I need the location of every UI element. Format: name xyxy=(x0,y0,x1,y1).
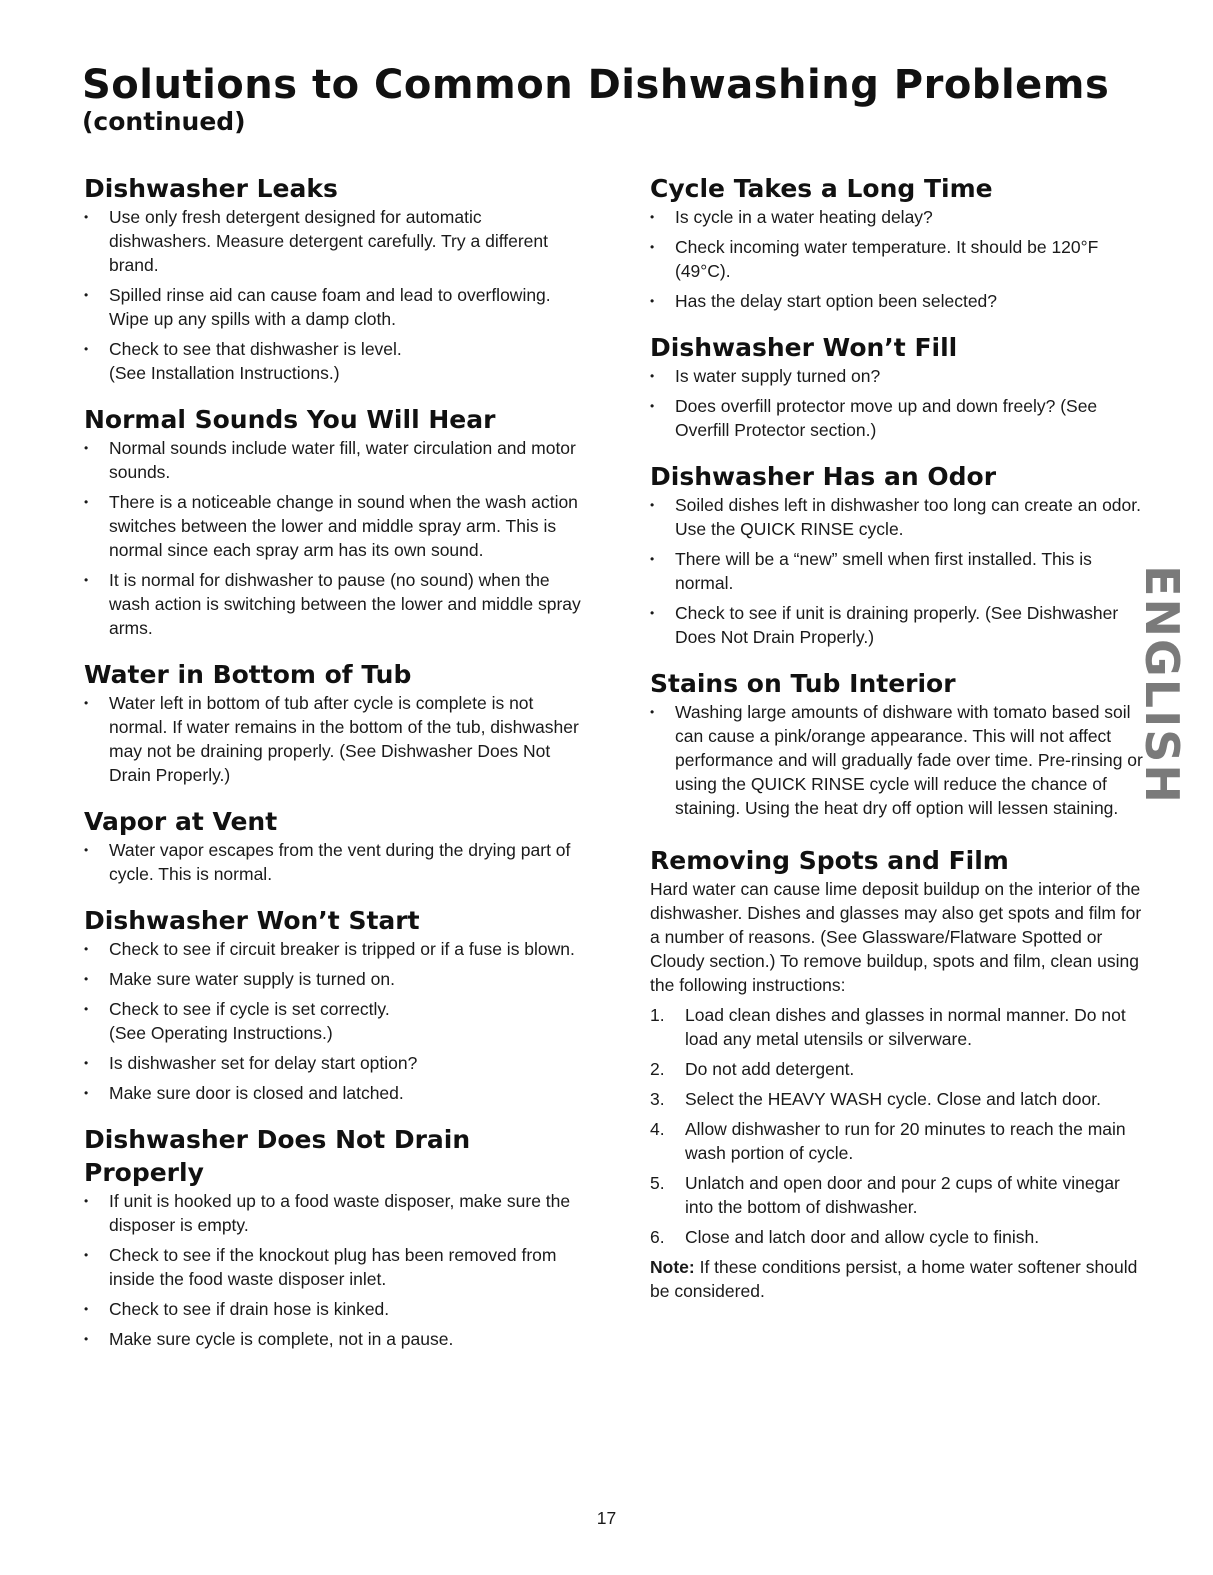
list-item: • Is cycle in a water heating delay? xyxy=(650,205,1148,229)
step-item xyxy=(650,1171,1148,1219)
section-spots-film xyxy=(650,844,1148,1303)
step-item xyxy=(650,1087,1148,1111)
list-item: • Make sure water supply is turned on. xyxy=(84,967,584,991)
step-text: Load clean dishes and glasses in normal manner. Do not load any metal utensils or silverware. xyxy=(685,1005,1126,1049)
list-item: • It is normal for dishwasher to pause (no sound) when the wash action is switching between the lower and middle spray arms. xyxy=(84,568,584,640)
section-normal-sounds xyxy=(84,403,584,640)
section-heading: Dishwasher Won’t Fill xyxy=(650,333,958,362)
step-text: Select the HEAVY WASH cycle. Close and latch door. xyxy=(685,1089,1101,1109)
list-item: • There is a noticeable change in sound when the wash action switches between the lower and middle spray arm. This is normal since each spray arm has its own sound. xyxy=(84,490,584,562)
section-wont-fill xyxy=(650,331,1148,442)
list-item: • Is dishwasher set for delay start option? xyxy=(84,1051,584,1075)
item-reference: (See Installation Instructions.) xyxy=(109,363,340,383)
section-stains xyxy=(650,667,1148,820)
step-number: 6. xyxy=(650,1227,665,1247)
section-heading: Dishwasher Does Not Drain Properly xyxy=(84,1125,471,1187)
item-reference: (See Operating Instructions.) xyxy=(109,1023,333,1043)
note-label: Note: xyxy=(650,1257,695,1277)
list-item: • Has the delay start option been selected? xyxy=(650,289,1148,313)
right-column xyxy=(650,172,1148,1303)
list-item: • Is water supply turned on? xyxy=(650,364,1148,388)
section-heading: Cycle Takes a Long Time xyxy=(650,174,993,203)
section-water-in-bottom xyxy=(84,658,584,787)
step-number: 1. xyxy=(650,1005,665,1025)
step-item xyxy=(650,1117,1148,1165)
list-item: • Make sure door is closed and latched. xyxy=(84,1081,584,1105)
list-item: • Soiled dishes left in dishwasher too long can create an odor. Use the QUICK RINSE cycle. xyxy=(650,493,1148,541)
note-text: If these conditions persist, a home water softener should be considered. xyxy=(650,1257,1138,1301)
step-number: 5. xyxy=(650,1173,665,1193)
item-text: Check to see if cycle is set correctly. xyxy=(109,999,390,1019)
list-item: • Use only fresh detergent designed for automatic dishwashers. Measure detergent carefully. Try a different brand. xyxy=(84,205,584,277)
list-item: • Water vapor escapes from the vent during the drying part of cycle. This is normal. xyxy=(84,838,584,886)
section-heading: Dishwasher Won’t Start xyxy=(84,906,420,935)
section-vapor-at-vent xyxy=(84,805,584,886)
section-wont-start xyxy=(84,904,584,1105)
page-subtitle: (continued) xyxy=(82,107,246,136)
list-item: • Check to see if drain hose is kinked. xyxy=(84,1297,584,1321)
language-side-tab xyxy=(1135,565,1190,805)
step-text: Do not add detergent. xyxy=(685,1059,855,1079)
step-item xyxy=(650,1225,1148,1249)
page-number: 17 xyxy=(596,1508,617,1528)
section-heading: Dishwasher Leaks xyxy=(84,174,338,203)
step-item xyxy=(650,1003,1148,1051)
step-number: 4. xyxy=(650,1119,665,1139)
section-dishwasher-leaks xyxy=(84,172,584,385)
step-number: 3. xyxy=(650,1089,665,1109)
list-item: • Make sure cycle is complete, not in a pause. xyxy=(84,1327,584,1351)
section-heading: Vapor at Vent xyxy=(84,807,278,836)
list-item: • Check to see if the knockout plug has been removed from inside the food waste disposer inlet. xyxy=(84,1243,584,1291)
section-heading: Dishwasher Has an Odor xyxy=(650,462,997,491)
list-item: • Check to see if circuit breaker is tripped or if a fuse is blown. xyxy=(84,937,584,961)
section-heading: Water in Bottom of Tub xyxy=(84,660,412,689)
list-item: • Washing large amounts of dishware with tomato based soil can cause a pink/orange appearance. This will not affect performance and will gradually fade over time. Pre-rinsing or using the QUICK RINSE cycle will reduce the chance of staining. Using the heat dry off option will lessen staining. xyxy=(650,700,1148,820)
note xyxy=(650,1255,1148,1303)
section-odor xyxy=(650,460,1148,649)
section-long-time xyxy=(650,172,1148,313)
list-item: • Water left in bottom of tub after cycle is complete is not normal. If water remains in the bottom of the tub, dishwasher may not be draining properly. (See Dishwasher Does Not Drain Properly.) xyxy=(84,691,584,787)
step-text: Unlatch and open door and pour 2 cups of white vinegar into the bottom of dishwasher. xyxy=(685,1173,1120,1217)
left-column xyxy=(84,172,584,1369)
list-item: • Does overfill protector move up and down freely? (See Overfill Protector section.) xyxy=(650,394,1148,442)
list-item: • Check to see if unit is draining properly. (See Dishwasher Does Not Drain Properly.) xyxy=(650,601,1148,649)
list-item: • Normal sounds include water fill, water circulation and motor sounds. xyxy=(84,436,584,484)
list-item xyxy=(84,337,584,385)
section-does-not-drain xyxy=(84,1123,584,1351)
list-item: • Check incoming water temperature. It should be 120°F (49°C). xyxy=(650,235,1148,283)
section-intro: Hard water can cause lime deposit buildup on the interior of the dishwasher. Dishes and glasses may also get spots and film for a number of reasons. (See Glassware/Flatware Spotted or Cloudy section.) To remove buildup, spots and film, clean using the following instructions: xyxy=(650,879,1142,995)
step-text: Allow dishwasher to run for 20 minutes to reach the main wash portion of cycle. xyxy=(685,1119,1126,1163)
section-heading: Stains on Tub Interior xyxy=(650,669,956,698)
step-item xyxy=(650,1057,1148,1081)
step-number: 2. xyxy=(650,1059,665,1079)
side-tab-label: ENGLISH xyxy=(1135,565,1190,805)
list-item: • Spilled rinse aid can cause foam and lead to overflowing. Wipe up any spills with a damp cloth. xyxy=(84,283,584,331)
item-text: Check to see that dishwasher is level. xyxy=(109,339,402,359)
page-title: Solutions to Common Dishwashing Problems xyxy=(82,62,1110,108)
list-item: • If unit is hooked up to a food waste disposer, make sure the disposer is empty. xyxy=(84,1189,584,1237)
list-item: • There will be a “new” smell when first installed. This is normal. xyxy=(650,547,1148,595)
section-heading: Removing Spots and Film xyxy=(650,846,1009,875)
section-heading: Normal Sounds You Will Hear xyxy=(84,405,496,434)
list-item xyxy=(84,997,584,1045)
step-text: Close and latch door and allow cycle to finish. xyxy=(685,1227,1040,1247)
